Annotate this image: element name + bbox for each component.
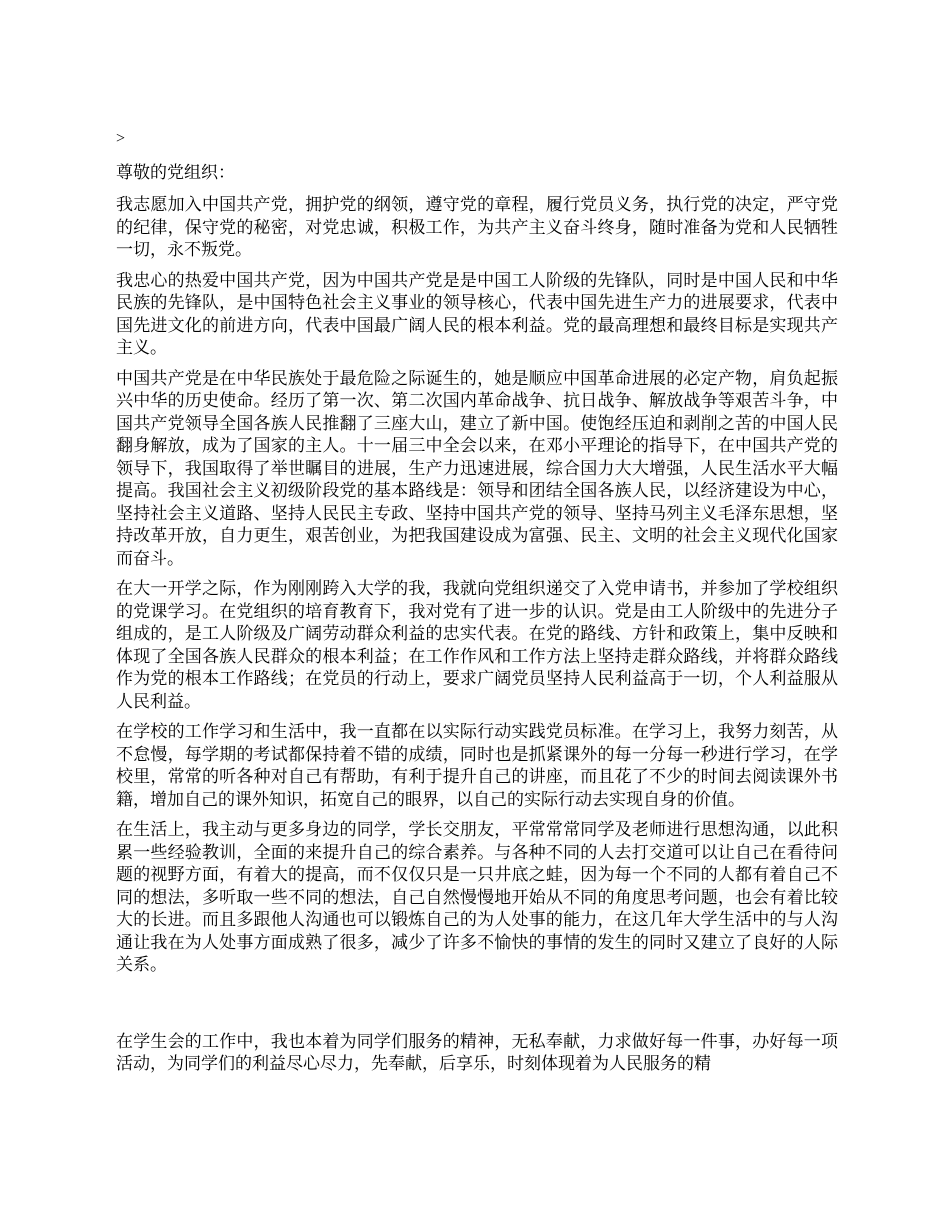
paragraph-3: 中国共产党是在中华民族处于最危险之际诞生的，她是顺应中国革命进展的必定产物，肩负起振兴中华的历史使命。经历了第一次、第二次国内革命战争、抗日战争、解放战争等艰苦斗争，中国共产党领导全国各族人民推翻了三座大山，建立了新中国。使饱经压迫和剥削之苦的中国人民翻身解放，成为了国家的主人。十一届三中全会以来，在邓小平理论的指导下，在中国共产党的领导下，我国取得了举世瞩目的进展，生产力迅速进展，综合国力大大增强，人民生活水平大幅提高。我国社会主义初级阶段党的基本路线是：领导和团结全国各族人民，以经济建设为中心，坚持社会主义道路、坚持人民民主专政、坚持中国共产党的领导、坚持马列主义毛泽东思想，坚持改革开放，自力更生，艰苦创业，为把我国建设成为富强、民主、文明的社会主义现代化国家而奋斗。: [116, 368, 838, 569]
paragraph-2: 我忠心的热爱中国共产党，因为中国共产党是是中国工人阶级的先锋队，同时是中国人民和中华民族的先锋队，是中国特色社会主义事业的领导核心，代表中国先进生产力的进展要求，代表中国先进文化的前进方向，代表中国最广阔人民的根本利益。党的最高理想和最终目标是实现共产主义。: [116, 270, 838, 358]
document-page: [116, 128, 838, 1084]
section-gap: [116, 985, 838, 1031]
quote-marker: >: [116, 130, 126, 147]
paragraph-1: 我志愿加入中国共产党，拥护党的纲领，遵守党的章程，履行党员义务，执行党的决定，严守党的纪律，保守党的秘密，对党忠诚，积极工作，为共产主义奋斗终身，随时准备为党和人民牺牲一切，永不叛党。: [116, 195, 838, 260]
paragraph-7: 在学生会的工作中，我也本着为同学们服务的精神，无私奉献，力求做好每一件事，办好每一项活动，为同学们的利益尽心尽力，先奉献，后享乐，时刻体现着为人民服务的精: [116, 1031, 838, 1074]
paragraph-6: 在生活上，我主动与更多身边的同学，学长交朋友，平常常常同学及老师进行思想沟通，以此积累一些经验教训，全面的来提升自己的综合素养。与各种不同的人去打交道可以让自己在看待问题的视野方面，有着大的提高，而不仅仅只是一只井底之蛙，因为每一个不同的人都有着自己不同的想法，多听取一些不同的想法，自己自然慢慢地开始从不同的角度思考问题，也会有着比较大的长进。而且多跟他人沟通也可以锻炼自己的为人处事的能力，在这几年大学生活中的与人沟通让我在为人处事方面成熟了很多，减少了许多不愉快的事情的发生的同时又建立了良好的人际关系。: [116, 820, 838, 975]
salutation: 尊敬的党组织：: [116, 162, 235, 183]
paragraph-5: 在学校的工作学习和生活中，我一直都在以实际行动实践党员标准。在学习上，我努力刻苦，从不怠慢，每学期的考试都保持着不错的成绩，同时也是抓紧课外的每一分每一秒进行学习，在学校里，常常的听各种对自己有帮助，有利于提升自己的讲座，而且花了不少的时间去阅读课外书籍，增加自己的课外知识，拓宽自己的眼界，以自己的实际行动去实现自身的价值。: [116, 722, 838, 810]
paragraph-4: 在大一开学之际，作为刚刚跨入大学的我，我就向党组织递交了入党申请书，并参加了学校组织的党课学习。在党组织的培育教育下，我对党有了进一步的认识。党是由工人阶级中的先进分子组成的，是工人阶级及广阔劳动群众利益的忠实代表。在党的路线、方针和政策上，集中反映和体现了全国各族人民群众的根本利益；在工作作风和工作方法上坚持走群众路线，并将群众路线作为党的根本工作路线；在党员的行动上，要求广阔党员坚持人民利益高于一切，个人利益服从人民利益。: [116, 579, 838, 712]
